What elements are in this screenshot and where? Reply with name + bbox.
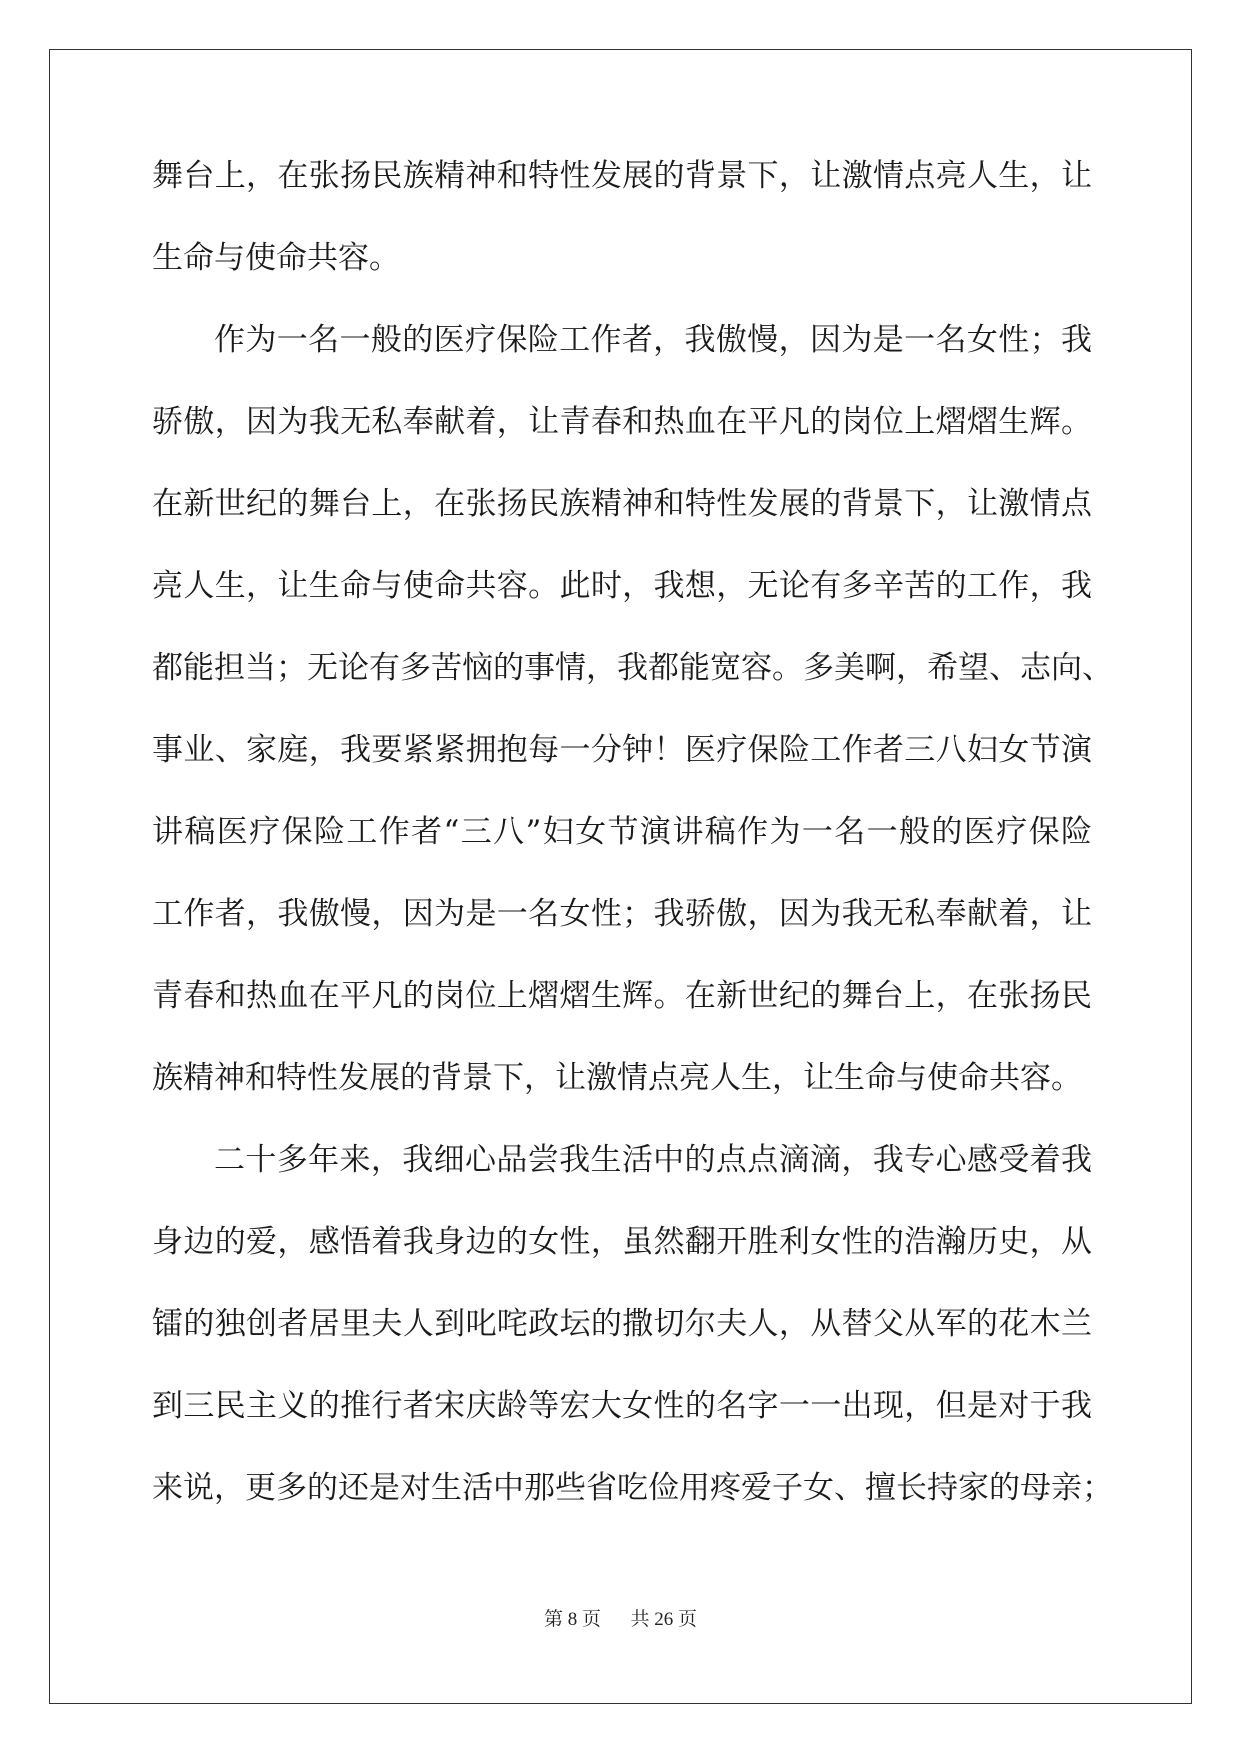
text-line-4: 骄傲，因为我无私奉献着，让青春和热血在平凡的岗位上熠熠生辉。 <box>152 404 1092 440</box>
text-line-15: 镭的独创者居里夫人到叱咤政坛的撒切尔夫人，从替父从军的花木兰 <box>152 1306 1092 1342</box>
text-line-17: 来说，更多的还是对生活中那些省吃俭用疼爱子女、擅长持家的母亲； <box>152 1470 1113 1506</box>
text-line-14: 身边的爱，感悟着我身边的女性，虽然翻开胜利女性的浩瀚历史，从 <box>152 1224 1092 1260</box>
text-line-6: 亮人生，让生命与使命共容。此时，我想，无论有多辛苦的工作，我 <box>152 568 1092 604</box>
text-line-13: 二十多年来，我细心品尝我生活中的点点滴滴，我专心感受着我 <box>214 1142 1092 1178</box>
page-number: 第 8 页 <box>543 1609 601 1630</box>
text-line-7: 都能担当；无论有多苦恼的事情，我都能宽容。多美啊，希望、志向、 <box>152 650 1113 686</box>
page-total: 共 26 页 <box>630 1609 698 1630</box>
text-line-2: 生命与使命共容。 <box>152 240 400 276</box>
text-line-10: 工作者，我傲慢，因为是一名女性；我骄傲，因为我无私奉献着，让 <box>152 896 1092 932</box>
text-line-11: 青春和热血在平凡的岗位上熠熠生辉。在新世纪的舞台上，在张扬民 <box>152 978 1092 1014</box>
text-line-5: 在新世纪的舞台上，在张扬民族精神和特性发展的背景下，让激情点 <box>152 486 1092 522</box>
document-body <box>152 158 1113 1554</box>
text-line-8: 事业、家庭，我要紧紧拥抱每一分钟！医疗保险工作者三八妇女节演 <box>152 732 1092 768</box>
text-line-3: 作为一名一般的医疗保险工作者，我傲慢，因为是一名女性；我 <box>214 322 1092 358</box>
text-line-9: 讲稿医疗保险工作者“三八”妇女节演讲稿作为一名一般的医疗保险 <box>152 814 1092 850</box>
text-line-12: 族精神和特性发展的背景下，让激情点亮人生，让生命与使命共容。 <box>152 1060 1082 1096</box>
page-footer <box>0 1604 1241 1631</box>
text-line-16: 到三民主义的推行者宋庆龄等宏大女性的名字一一出现，但是对于我 <box>152 1388 1092 1424</box>
text-line-1: 舞台上，在张扬民族精神和特性发展的背景下，让激情点亮人生，让 <box>152 158 1092 194</box>
